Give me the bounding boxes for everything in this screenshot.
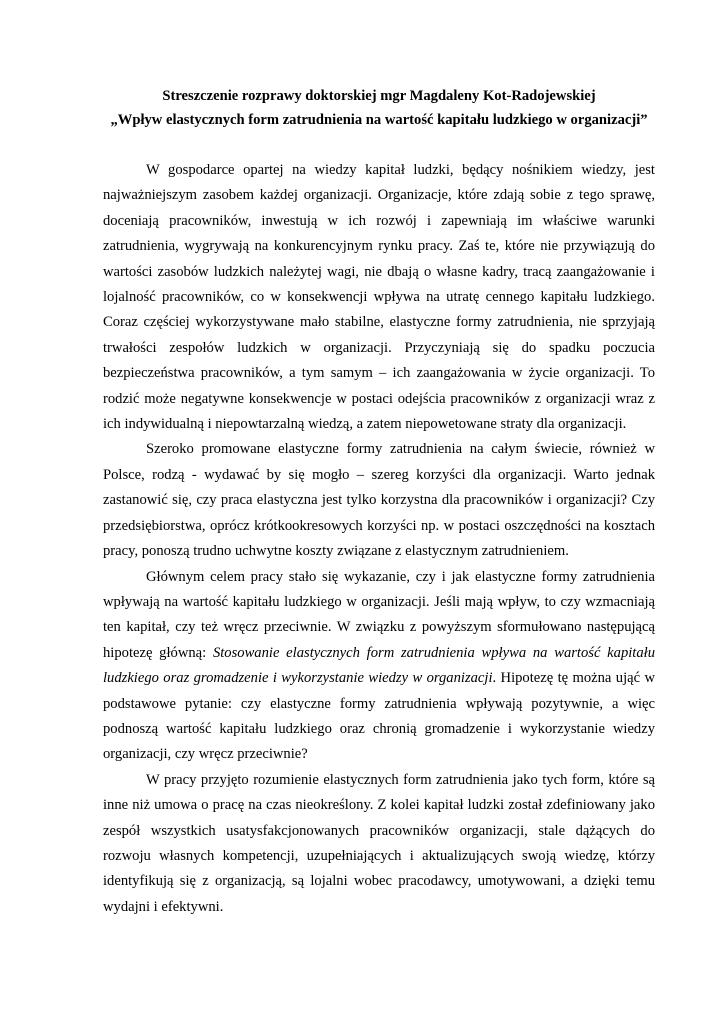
paragraph-4: W pracy przyjęto rozumienie elastycznych form zatrudnienia jako tych form, które są inne niż umowa o pracę na czas nieokreślony. Z kolei kapitał ludzki został zdefiniowany jako zespół wszystkich usatysfakcjonowanych pracowników organizacji, stale dążących do rozwoju własnych kompetencji, uzupełniających i aktualizujących swoją wiedzę, którzy identyfikują się z organizacją, są lojalni wobec pracodawcy, umotywowani, a dzięki temu wydajni i efektywni.: [103, 771, 655, 915]
paragraph-3: [103, 565, 655, 768]
paragraph-3-start: Głównym celem pracy stało się wykazanie, czy i jak elastyczne formy zatrudnienia wpływają na wartość kapitału ludzkiego w organizacji. Jeśli mają wpływ, to czy wzmacniają ten kapitał, czy też wręcz przeciwnie. W związku z powyższym sformułowano następującą hipotezę główną:: [103, 568, 655, 661]
paragraph-1: W gospodarce opartej na wiedzy kapitał ludzki, będący nośnikiem wiedzy, jest najważniejszym zasobem każdej organizacji. Organizacje, które zdają sobie z tego sprawę, doceniają pracowników, inwestują w ich rozwój i zapewniają im właściwe warunki zatrudnienia, wygrywają na konkurencyjnym rynku pracy. Zaś te, które nie przywiązują do wartości zasobów ludzkich należytej wagi, nie dbają o własne kadry, tracą zaangażowanie i lojalność pracowników, co w konsekwencji wpływa na utratę cennego kapitału ludzkiego. Coraz częściej wykorzystywane mało stabilne, elastyczne formy zatrudnienia, nie sprzyjają trwałości zespołów ludzkich w organizacji. Przyczyniają się do spadku poczucia bezpieczeństwa pracowników, a tym samym – ich zaangażowania w życie organizacji. To rodzić może negatywne konsekwencje w postaci odejścia pracowników z organizacji wraz z ich indywidualną i niepowtarzalną wiedzą, a zatem niepowetowane straty dla organizacji.: [103, 162, 655, 433]
document-body: [103, 158, 655, 920]
main-hypothesis: Stosowanie elastycznych form zatrudnienia wpływa na wartość kapitału ludzkiego oraz gromadzenie i wykorzystanie wiedzy w organizacji: [103, 644, 655, 687]
document-page: [103, 84, 655, 920]
paragraph-3-end: . Hipotezę tę można ująć w podstawowe pytanie: czy elastyczne formy zatrudnienia wpływają pozytywnie, a więc podnoszą wartość kapitału ludzkiego oraz chronią gromadzenie i wykorzystanie wiedzy organizacji, czy wręcz przeciwnie?: [103, 670, 656, 763]
document-title-line-1: Streszczenie rozprawy doktorskiej mgr Magdaleny Kot-Radojewskiej: [162, 88, 596, 104]
document-title-line-2: „Wpływ elastycznych form zatrudnienia na wartość kapitału ludzkiego w organizacji”: [110, 112, 648, 128]
paragraph-2: Szeroko promowane elastyczne formy zatrudnienia na całym świecie, również w Polsce, rodzą - wydawać by się mogło – szereg korzyści dla organizacji. Warto jednak zastanowić się, czy praca elastyczna jest tylko korzystna dla pracowników i organizacji? Czy przedsiębiorstwa, oprócz krótkookresowych korzyści np. w postaci oszczędności na kosztach pracy, ponoszą trudno uchwytne koszty związane z elastycznym zatrudnieniem.: [103, 441, 655, 560]
